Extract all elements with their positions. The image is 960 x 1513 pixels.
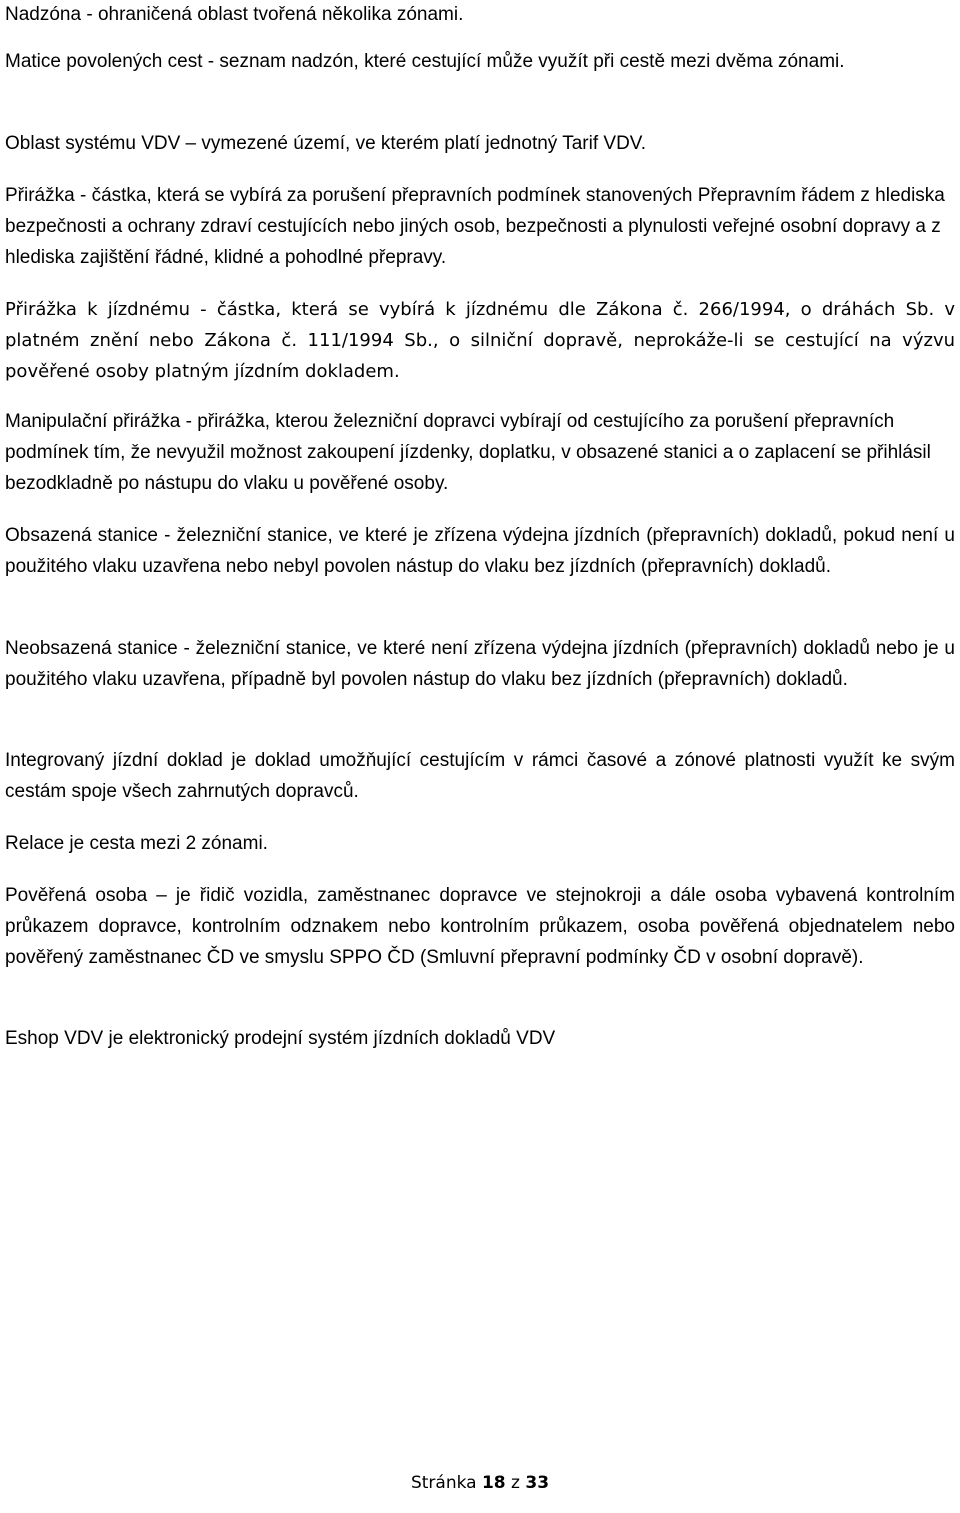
paragraph-nadzona: Nadzóna - ohraničená oblast tvořená několika zónami. xyxy=(5,4,464,25)
paragraph-relace: Relace je cesta mezi 2 zónami. xyxy=(5,833,268,854)
paragraph-obsazena-stanice: Obsazená stanice - železniční stanice, ve které je zřízena výdejna jízdních (přepravních) dokladů, pokud není u použitého vlaku uzavřena nebo nebyl povolen nástup do vlaku bez jízdních (přepravních) dokladů. xyxy=(5,525,955,577)
page-footer xyxy=(0,1473,960,1493)
paragraph-poverena-osoba: Pověřená osoba – je řidič vozidla, zaměstnanec dopravce ve stejnokroji a dále osoba vybavená kontrolním průkazem dopravce, kontrolním odznakem nebo kontrolním průkazem, osoba pověřená objednatelem nebo pověřený zaměstnanec ČD ve smyslu SPPO ČD (Smluvní přepravní podmínky ČD v osobní dopravě). xyxy=(5,885,955,968)
paragraph-manipulacni-prirazka: Manipulační přirážka - přirážka, kterou železniční dopravci vybírají od cestujícího za porušení přepravních podmínek tím, že nevyužil možnost zakoupení jízdenky, doplatku, v obsazené stanici a o zaplacení se přihlásil bezodkladně po nástupu do vlaku u pověřené osoby. xyxy=(5,411,931,494)
footer-current-page: 18 xyxy=(481,1473,506,1493)
paragraph-matice: Matice povolených cest - seznam nadzón, které cestující může využít při cestě mezi dvěma zónami. xyxy=(5,51,845,72)
footer-middle: z xyxy=(505,1473,526,1493)
paragraph-prirazka-jizdne: Přirážka k jízdnému - částka, která se vybírá k jízdnému dle Zákona č. 266/1994, o dráhách Sb. v platném znění nebo Zákona č. 111/1994 Sb., o silniční dopravě, neprokáže-li se cestující na výzvu pověřené osoby platným jízdním dokladem. xyxy=(5,299,955,382)
paragraph-oblast: Oblast systému VDV – vymezené území, ve kterém platí jednotný Tarif VDV. xyxy=(5,133,646,154)
paragraph-eshop: Eshop VDV je elektronický prodejní systém jízdních dokladů VDV xyxy=(5,1028,556,1049)
paragraph-neobsazena-stanice: Neobsazená stanice - železniční stanice, ve které není zřízena výdejna jízdních (přepravních) dokladů nebo je u použitého vlaku uzavřena, případně byl povolen nástup do vlaku bez jízdních (přepravních) dokladů. xyxy=(5,638,955,690)
paragraph-prirazka: Přirážka - částka, která se vybírá za porušení přepravních podmínek stanovených Přepravním řádem z hlediska bezpečnosti a ochrany zdraví cestujících nebo jiných osob, bezpečnosti a plynulosti veřejné osobní dopravy a z hlediska zajištění řádné, klidné a pohodlné přepravy. xyxy=(5,185,945,268)
footer-total-pages: 33 xyxy=(525,1473,550,1493)
paragraph-integrovany-doklad: Integrovaný jízdní doklad je doklad umožňující cestujícím v rámci časové a zónové platnosti využít ke svým cestám spoje všech zahrnutých dopravců. xyxy=(5,750,955,802)
footer-prefix: Stránka xyxy=(410,1473,482,1493)
